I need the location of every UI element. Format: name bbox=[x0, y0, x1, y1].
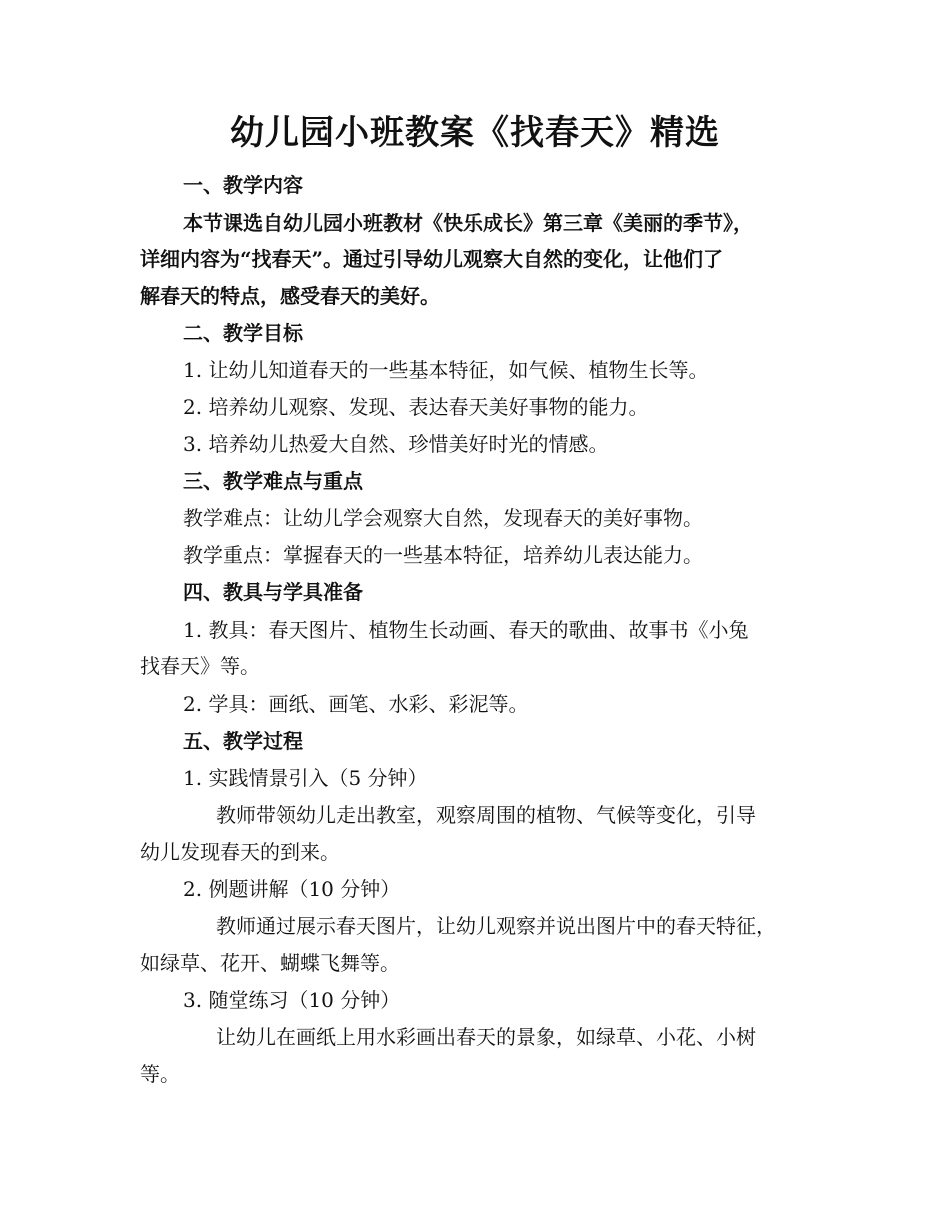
section-heading: 五、教学过程 bbox=[183, 729, 303, 753]
step-text: 幼儿发现春天的到来。 bbox=[140, 840, 340, 864]
list-item: 找春天》等。 bbox=[140, 654, 260, 678]
paragraph-line: 解春天的特点，感受春天的美好。 bbox=[140, 284, 440, 308]
step-text: 教师通过展示春天图片，让幼儿观察并说出图片中的春天特征， bbox=[216, 914, 776, 938]
step-text: 如绿草、花开、蝴蝶飞舞等。 bbox=[140, 951, 400, 975]
step-label: 2. 例题讲解（10 分钟） bbox=[183, 877, 401, 901]
list-item: 教学难点：让幼儿学会观察大自然，发现春天的美好事物。 bbox=[183, 506, 703, 530]
section-heading: 四、教具与学具准备 bbox=[183, 580, 363, 604]
step-label: 1. 实践情景引入（5 分钟） bbox=[183, 766, 428, 790]
paragraph-line: 详细内容为“找春天”。通过引导幼儿观察大自然的变化，让他们了 bbox=[140, 247, 724, 271]
page-title: 幼儿园小班教案《找春天》精选 bbox=[230, 113, 720, 153]
step-label: 3. 随堂练习（10 分钟） bbox=[183, 988, 401, 1012]
step-text: 教师带领幼儿走出教室，观察周围的植物、气候等变化，引导 bbox=[216, 803, 756, 827]
section-heading: 二、教学目标 bbox=[183, 321, 303, 345]
step-text: 让幼儿在画纸上用水彩画出春天的景象，如绿草、小花、小树 bbox=[216, 1025, 756, 1049]
list-item: 3. 培养幼儿热爱大自然、珍惜美好时光的情感。 bbox=[183, 432, 609, 456]
section-heading: 一、教学内容 bbox=[183, 173, 303, 197]
list-item: 教学重点：掌握春天的一些基本特征，培养幼儿表达能力。 bbox=[183, 543, 703, 567]
list-item: 2. 学具：画纸、画笔、水彩、彩泥等。 bbox=[183, 692, 529, 716]
list-item: 2. 培养幼儿观察、发现、表达春天美好事物的能力。 bbox=[183, 395, 649, 419]
list-item: 1. 教具：春天图片、植物生长动画、春天的歌曲、故事书《小兔 bbox=[183, 618, 749, 642]
section-heading: 三、教学难点与重点 bbox=[183, 469, 363, 493]
list-item: 1. 让幼儿知道春天的一些基本特征，如气候、植物生长等。 bbox=[183, 358, 709, 382]
step-text: 等。 bbox=[140, 1062, 180, 1086]
paragraph-line: 本节课选自幼儿园小班教材《快乐成长》第三章《美丽的季节》， bbox=[183, 211, 753, 235]
